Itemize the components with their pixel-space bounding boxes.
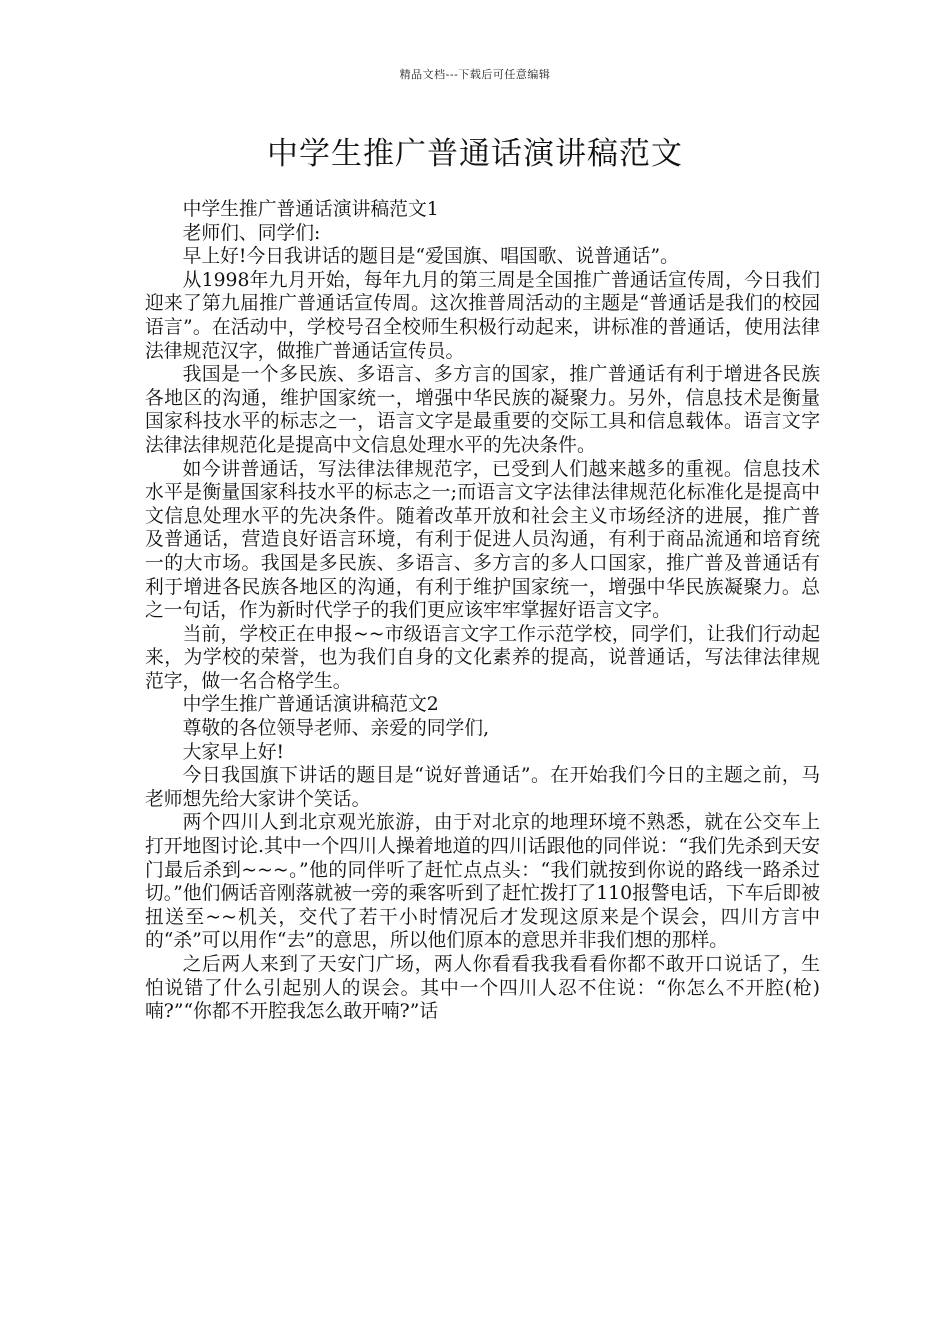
paragraph: 老师们、同学们: — [182, 222, 321, 244]
paragraph: 从1998年九月开始，每年九月的第三周是全国推广普通话宣传周，今日我们迎来了第九届推广普通话宣传周。这次推普周活动的主题是“普通话是我们的校园语言”。在活动中，学校号召全校师生积极行动起来，讲标准的普通话，使用法律法律规范汉字，做推广普通话宣传员。 — [145, 269, 820, 362]
paragraph: 今日我国旗下讲话的题目是“说好普通话”。在开始我们今日的主题之前，马老师想先给大家讲个笑话。 — [145, 765, 820, 810]
document-title: 中学生推广普通话演讲稿范文 — [267, 136, 683, 172]
paragraph: 如今讲普通话，写法律法律规范字，已受到人们越来越多的重视。信息技术水平是衡量国家科技水平的标志之一;而语言文字法律法律规范化标准化是提高中文信息处理水平的先决条件。随着改革开放和社会主义市场经济的进展，推广普及普通话，营造良好语言环境，有利于促进人员沟通，有利于商品流通和培育统一的大市场。我国是多民族、多语言、多方言的多人口国家，推广普及普通话有利于增进各民族各地区的沟通，有利于维护国家统一，增强中华民族凝聚力。总之一句话，作为新时代学子的我们更应该牢牢掌握好语言文字。 — [145, 458, 820, 622]
paragraph: 中学生推广普通话演讲稿范文1 — [182, 199, 439, 220]
paragraph: 大家早上好! — [182, 741, 285, 763]
document-body — [145, 198, 820, 1024]
paragraph: 两个四川人到北京观光旅游，由于对北京的地理环境不熟悉，就在公交车上打开地图讨论.其中一个四川人操着地道的四川话跟他的同伴说：“我们先杀到天安门最后杀到~~~。”他的同伴听了赶忙点点头：“我们就按到你说的路线一路杀过切。”他们俩话音刚落就被一旁的乘客听到了赶忙拨打了110报警电话，下车后即被扭送至~~机关，交代了若干小时情况后才发现这原来是个误会，四川方言中的“杀”可以用作“去”的意思，所以他们原本的意思并非我们想的那样。 — [145, 812, 820, 952]
paragraph: 早上好!今日我讲话的题目是“爱国旗、唱国歌、说普通话”。 — [182, 246, 679, 268]
paragraph: 尊敬的各位领导老师、亲爱的同学们, — [182, 718, 490, 740]
paragraph: 中学生推广普通话演讲稿范文2 — [182, 694, 439, 716]
paragraph: 之后两人来到了天安门广场，两人你看看我我看看你都不敢开口说话了，生怕说错了什么引起别人的误会。其中一个四川人忍不住说：“你怎么不开腔(枪)喃?”“你都不开腔我怎么敢开喃?”话 — [145, 954, 820, 1023]
paragraph: 我国是一个多民族、多语言、多方言的国家，推广普通话有利于增进各民族各地区的沟通，维护国家统一，增强中华民族的凝聚力。另外，信息技术是衡量国家科技水平的标志之一，语言文字是最重要的交际工具和信息载体。语言文字法律法律规范化是提高中文信息处理水平的先决条件。 — [145, 364, 820, 456]
header-note: 精品文档---下载后可任意编辑 — [399, 68, 551, 81]
paragraph: 当前，学校正在申报~~市级语言文字工作示范学校，同学们，让我们行动起来，为学校的荣誉，也为我们自身的文化素养的提高，说普通话，写法律法律规范字，做一名合格学生。 — [145, 623, 820, 692]
